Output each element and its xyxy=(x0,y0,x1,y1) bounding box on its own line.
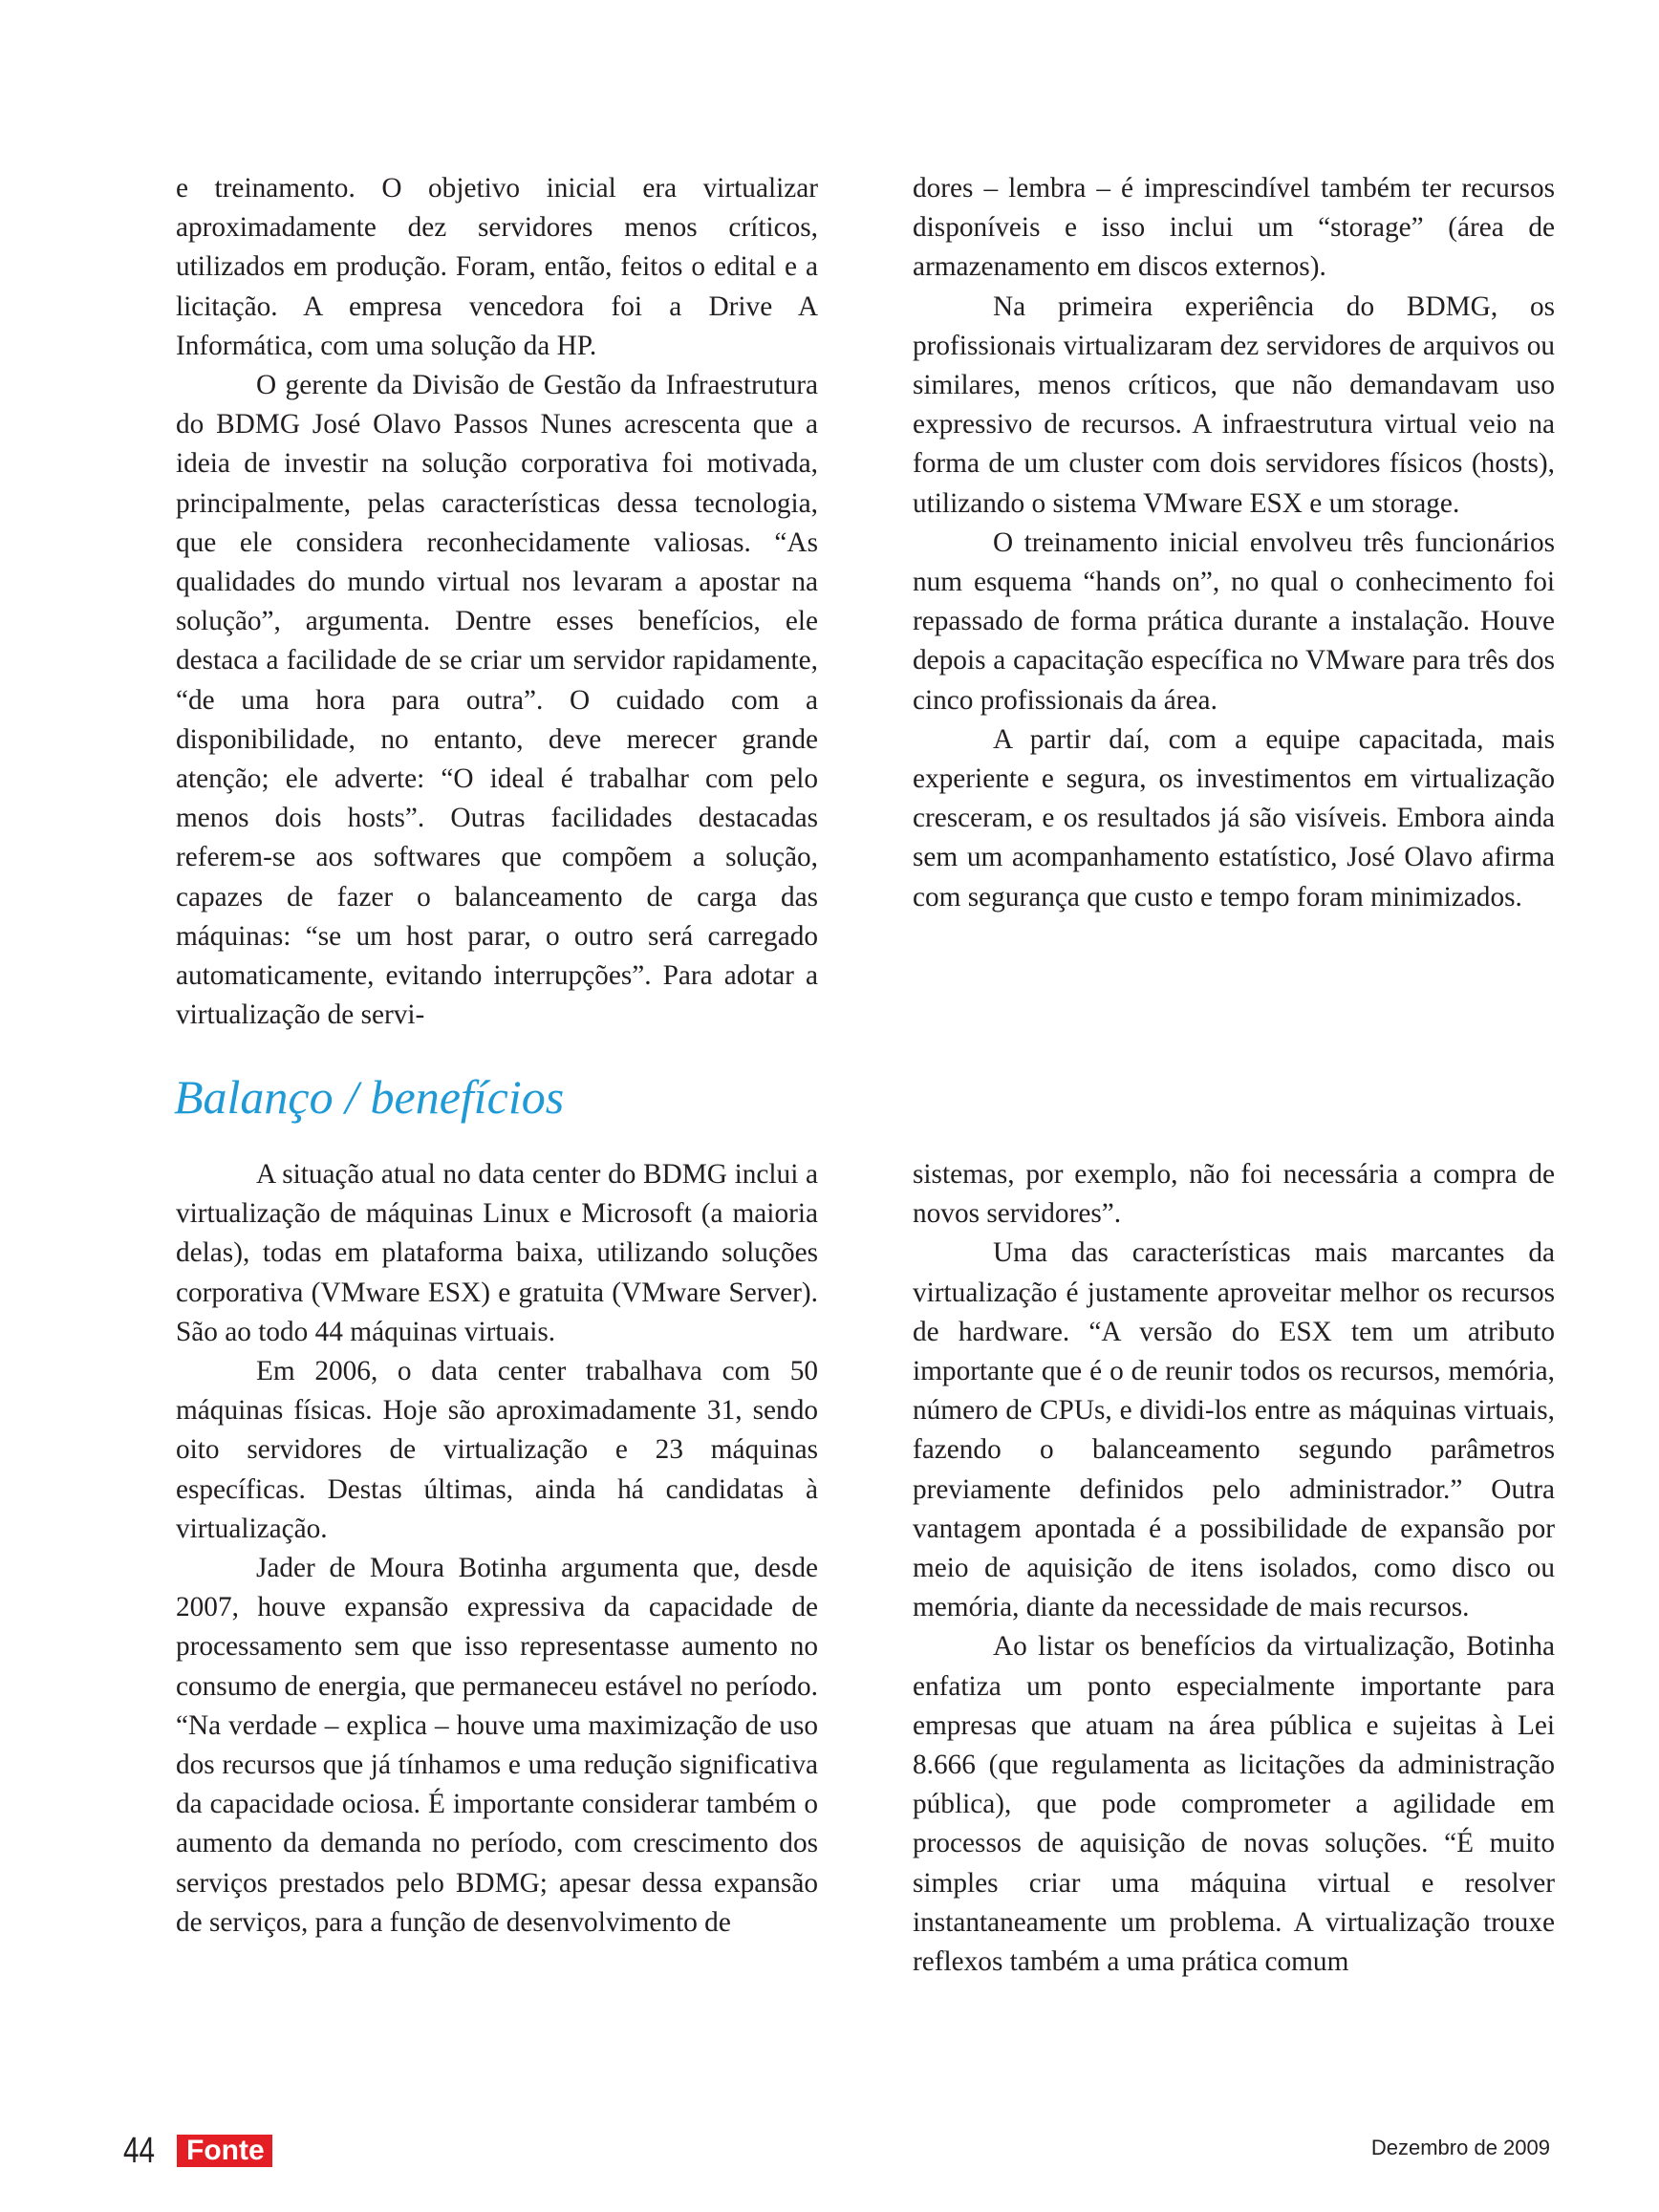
magazine-logo: Fonte xyxy=(179,2135,272,2167)
paragraph: A situação atual no data center do BDMG inclui a virtualização de máquinas Linux e Microsoft (a maioria delas), todas em plataforma baixa, utilizando soluções corporativa (VMware ESX) e gratuita (VMware Server). São ao todo 44 máquinas virtuais. xyxy=(176,1159,818,1347)
issue-date: Dezembro de 2009 xyxy=(1370,2136,1550,2159)
paragraph: O treinamento inicial envolveu três funcionários num esquema “hands on”, no qual o conhecimento foi repassado de forma prática durante a instalação. Houve depois a capacitação específica no VMware para três dos cinco profissionais da área. xyxy=(913,526,1555,716)
paragraph: e treinamento. O objetivo inicial era virtualizar aproximadamente dez servidores menos críticos, utilizados em produção. Foram, então, feitos o edital e a licitação. A empresa vencedora foi a Drive A Informática, com uma solução da HP. xyxy=(176,173,818,361)
paragraph: dores – lembra – é imprescindível também ter recursos disponíveis e isso inclui um “storage” (área de armazenamento em discos externos). xyxy=(913,173,1555,283)
bottom-right-column xyxy=(913,1155,1555,1982)
paragraph: sistemas, por exemplo, não foi necessária a compra de novos servidores”. xyxy=(913,1159,1555,1230)
section-heading: Balanço / benefícios xyxy=(174,1070,565,1124)
paragraph: Em 2006, o data center trabalhava com 50 máquinas físicas. Hoje são aproximadamente 31, sendo oito servidores de virtualização e 23 máquinas específicas. Destas últimas, ainda há candidatas à virtualização. xyxy=(176,1356,818,1544)
paragraph: Uma das características mais marcantes da virtualização é justamente aproveitar melhor os recursos de hardware. “A versão do ESX tem um atributo importante que é o de reunir todos os recursos, memória, número de CPUs, e dividi-los entre as máquinas virtuais, fazendo o balanceamento segundo parâmetros previamente definidos pelo administrador.” Outra vantagem apontada é a possibilidade de expansão por meio de aquisição de itens isolados, como disco ou memória, diante da necessidade de mais recursos. xyxy=(913,1237,1555,1623)
paragraph: O gerente da Divisão de Gestão da Infraestrutura do BDMG José Olavo Passos Nunes acrescenta que a ideia de investir na solução corporativa foi motivada, principalmente, pelas características dessa tecnologia, que ele considera reconhecidamente valiosas. “As qualidades do mundo virtual nos levaram a apostar na solução”, argumenta. Dentre esses benefícios, ele destaca a facilidade de se criar um servidor rapidamente, “de uma hora para outra”. O cuidado com a disponibilidade, no entanto, deve merecer grande atenção; ele adverte: “O ideal é trabalhar com pelo menos dois hosts”. Outras facilidades destacadas referem-se aos softwares que compõem a solução, capazes de fazer o balanceamento de carga das máquinas: “se um host parar, o outro será carregado automaticamente, evitando interrupções”. Para adotar a virtualização de servi- xyxy=(176,370,818,1031)
paragraph: Ao listar os benefícios da virtualização, Botinha enfatiza um ponto especialmente importante para empresas que atuam na área pública e sujeitas à Lei 8.666 (que regulamenta as licitações da administração pública), que pode comprometer a agilidade em processos de aquisição de novas soluções. “É muito simples criar uma máquina virtual e resolver instantaneamente um problema. A virtualização trouxe reflexos também a uma prática comum xyxy=(913,1631,1555,1978)
page-footer xyxy=(123,2129,272,2173)
top-right-column xyxy=(913,169,1555,917)
paragraph: Jader de Moura Botinha argumenta que, desde 2007, houve expansão expressiva da capacidade de processamento sem que isso representasse aumento no consumo de energia, que permaneceu estável no período. “Na verdade – explica – houve uma maximização de uso dos recursos que já tínhamos e uma redução significativa da capacidade ociosa. É importante considerar também o aumento da demanda no período, com crescimento dos serviços prestados pelo BDMG; apesar dessa expansão de serviços, para a função de desenvolvimento de xyxy=(176,1553,818,1938)
page-number: 44 xyxy=(123,2131,155,2171)
top-left-column xyxy=(176,169,818,1035)
bottom-left-column xyxy=(176,1155,818,1943)
paragraph: A partir daí, com a equipe capacitada, mais experiente e segura, os investimentos em virtualização cresceram, e os resultados já são visíveis. Embora ainda sem um acompanhamento estatístico, José Olavo afirma com segurança que custo e tempo foram minimizados. xyxy=(913,723,1555,913)
paragraph: Na primeira experiência do BDMG, os profissionais virtualizaram dez servidores de arquivos ou similares, menos críticos, que não demandavam uso expressivo de recursos. A infraestrutura virtual veio na forma de um cluster com dois servidores físicos (hosts), utilizando o sistema VMware ESX e um storage. xyxy=(913,290,1555,519)
